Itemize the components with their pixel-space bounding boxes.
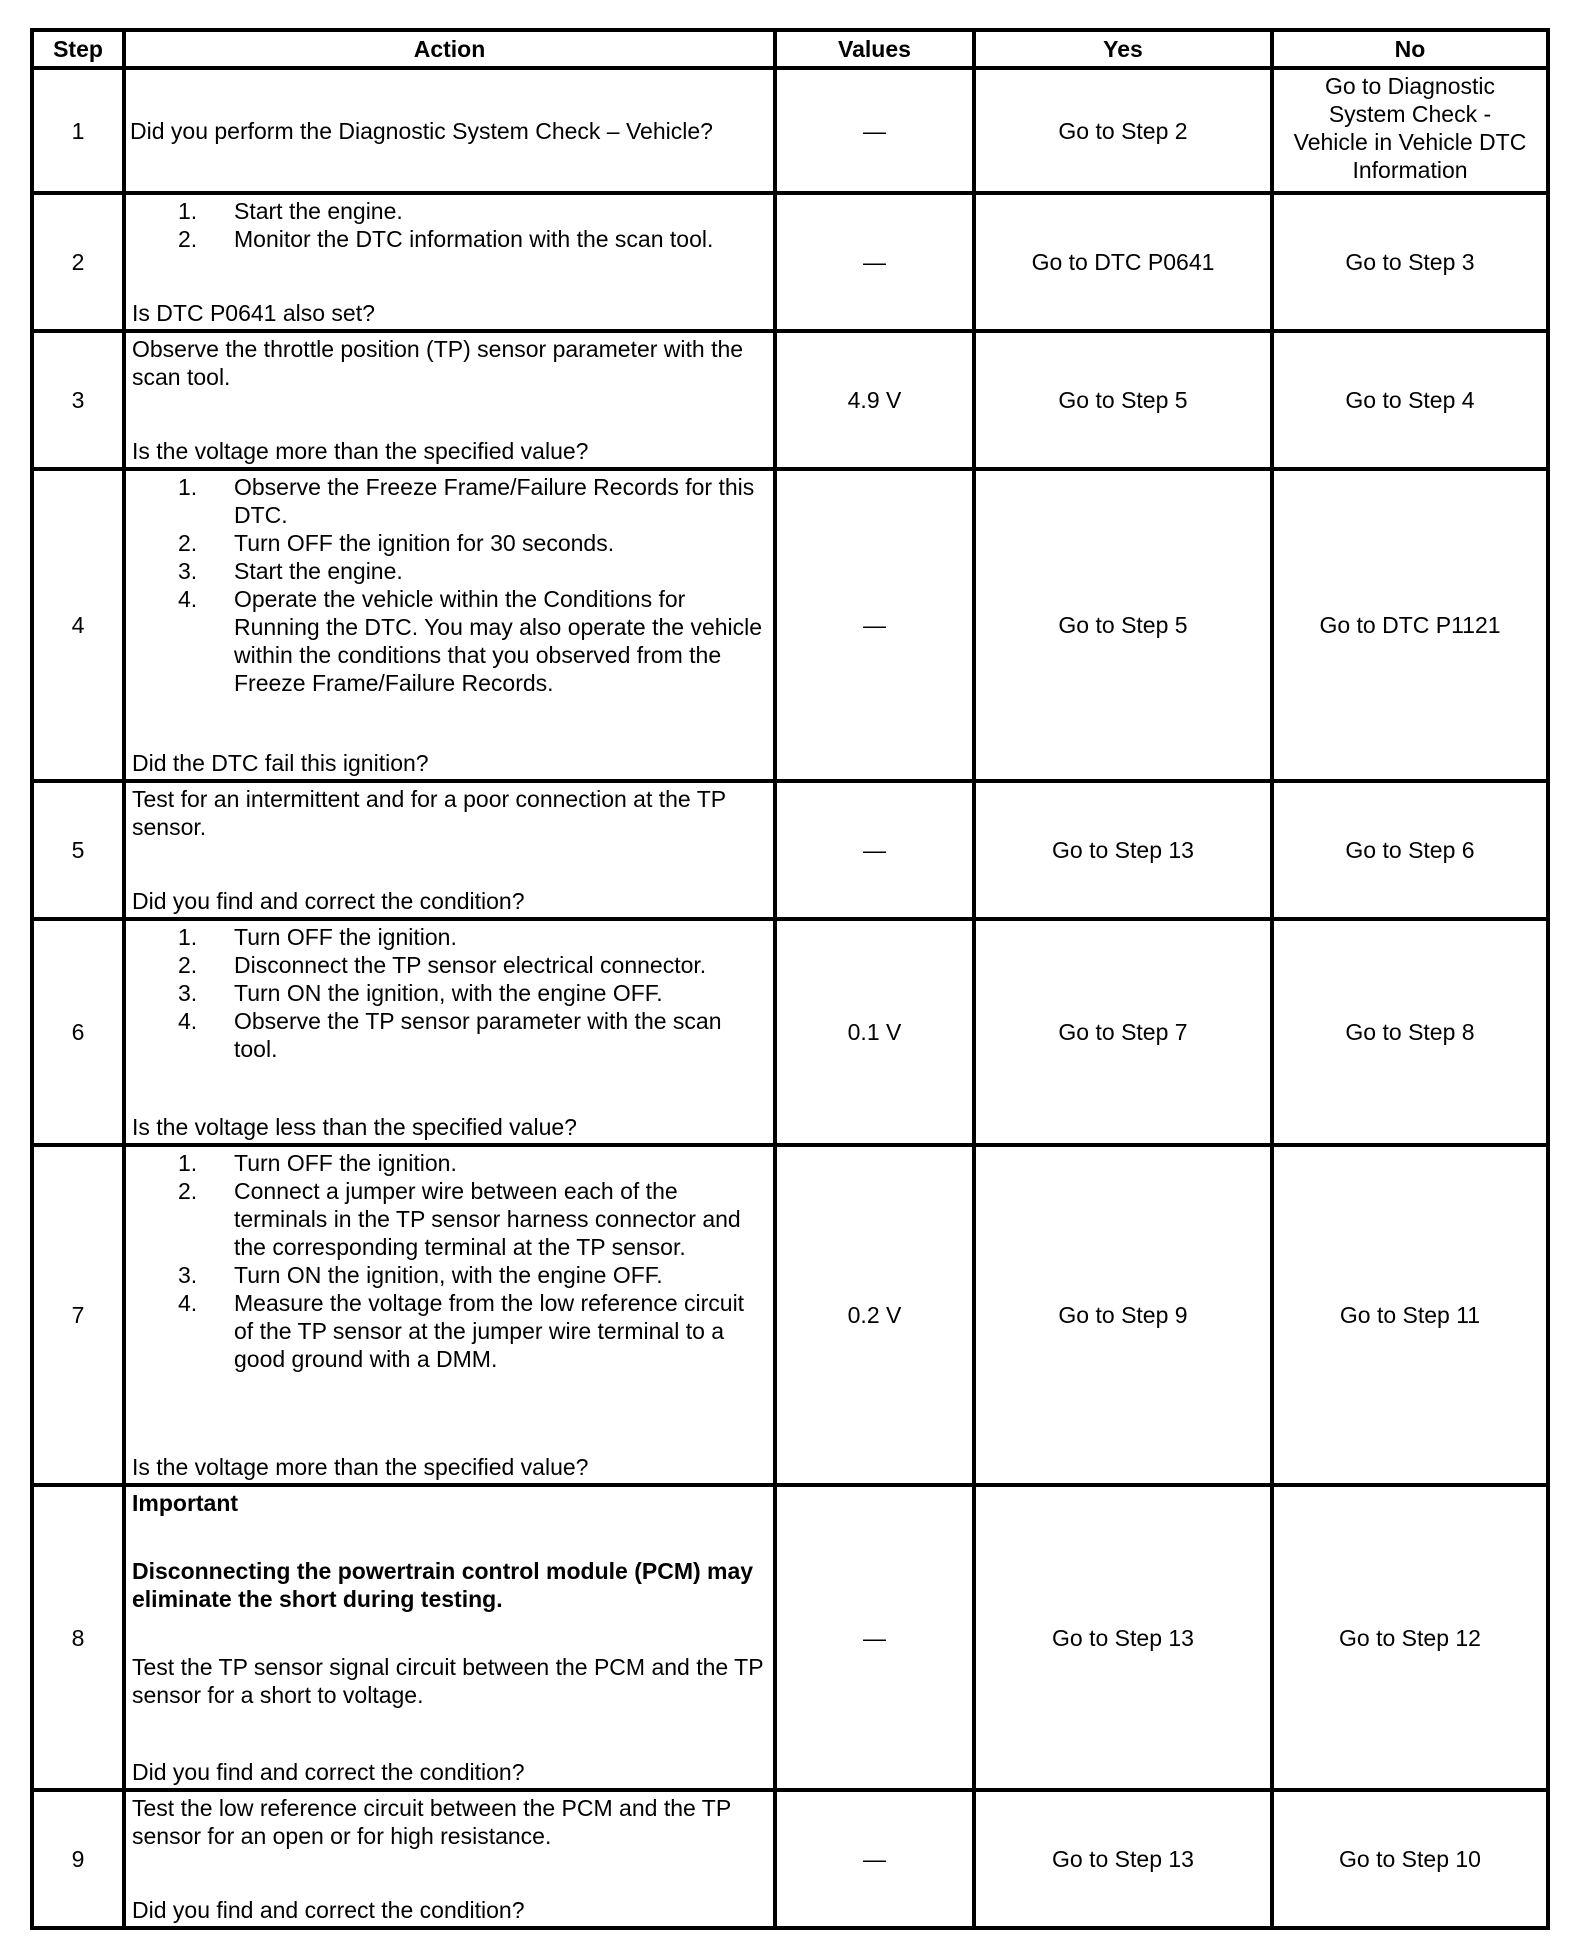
action-cell: [124, 469, 775, 781]
no-line: Go to Diagnostic: [1324, 73, 1496, 99]
procedure-item: 1. Turn OFF the ignition.: [178, 1150, 457, 1176]
procedure-list: [132, 473, 767, 697]
procedure-item: 1. Start the engine.: [178, 198, 403, 224]
procedure-list: [132, 923, 767, 1063]
step-number: 3: [32, 331, 124, 469]
no-cell: [1272, 1145, 1548, 1485]
action-cell: [124, 1485, 775, 1790]
important-note: Disconnecting the powertrain control module (PCM) may eliminate the short during testing.: [132, 1558, 754, 1612]
table-row: [32, 1485, 1548, 1790]
yes-link: Go to Step 7: [1058, 1019, 1188, 1045]
table-row: [32, 1145, 1548, 1485]
no-link: [1274, 70, 1546, 186]
question-text: Is the voltage more than the specified value?: [132, 438, 589, 464]
values-cell: —: [775, 781, 974, 919]
step-number: 8: [32, 1485, 124, 1790]
yes-link: Go to Step 13: [1052, 837, 1194, 863]
yes-cell: [974, 68, 1272, 193]
header-action: Action: [124, 30, 775, 68]
no-cell: [1272, 331, 1548, 469]
values-cell: —: [775, 68, 974, 193]
procedure-item: 2. Connect a jumper wire between each of the terminals in the TP sensor harness connector and the corresponding terminal at the TP sensor.: [178, 1178, 741, 1260]
no-link: Go to Step 11: [1339, 1302, 1481, 1328]
no-line: Vehicle in Vehicle DTC: [1293, 129, 1527, 155]
header-step: Step: [32, 30, 124, 68]
question-text: Is DTC P0641 also set?: [132, 300, 375, 326]
action-cell: [124, 331, 775, 469]
procedure-item: 4. Measure the voltage from the low reference circuit of the TP sensor at the jumper wire terminal to a good ground with a DMM.: [178, 1290, 745, 1372]
values-cell: —: [775, 1485, 974, 1790]
header-no: No: [1272, 30, 1548, 68]
yes-cell: [974, 919, 1272, 1145]
question-text: Is the voltage more than the specified value?: [132, 1454, 589, 1480]
table-row: [32, 469, 1548, 781]
procedure-item: 3. Turn ON the ignition, with the engine OFF.: [178, 980, 663, 1006]
action-text: Did you perform the Diagnostic System Check – Vehicle?: [130, 117, 713, 144]
yes-link: Go to DTC P0641: [1031, 249, 1215, 275]
table-row: [32, 919, 1548, 1145]
procedure-item: 4. Observe the TP sensor parameter with the scan tool.: [178, 1008, 722, 1062]
procedure-item: 1. Observe the Freeze Frame/Failure Records for this DTC.: [178, 474, 755, 528]
procedure-item: 2. Monitor the DTC information with the scan tool.: [178, 226, 714, 252]
step-number: 4: [32, 469, 124, 781]
table-row: [32, 68, 1548, 193]
no-cell: [1272, 193, 1548, 331]
no-link: Go to Step 6: [1345, 837, 1475, 863]
action-cell: [124, 781, 775, 919]
yes-link: Go to Step 13: [1052, 1624, 1194, 1651]
table-row: [32, 1790, 1548, 1928]
step-number: 1: [32, 68, 124, 193]
yes-cell: [974, 193, 1272, 331]
question-text: Did you find and correct the condition?: [132, 1897, 525, 1923]
procedure-item: 3. Start the engine.: [178, 558, 403, 584]
no-cell: [1272, 919, 1548, 1145]
procedure-list: [132, 1149, 767, 1373]
yes-link: Go to Step 2: [1058, 117, 1188, 144]
procedure-item: 1. Turn OFF the ignition.: [178, 924, 457, 950]
yes-cell: [974, 1485, 1272, 1790]
no-link: Go to Step 8: [1345, 1019, 1475, 1045]
step-number: 5: [32, 781, 124, 919]
yes-cell: [974, 1790, 1272, 1928]
yes-link: Go to Step 13: [1052, 1846, 1194, 1872]
no-cell: [1272, 68, 1548, 193]
no-link: Go to Step 3: [1345, 249, 1475, 275]
values-cell: —: [775, 469, 974, 781]
yes-cell: [974, 469, 1272, 781]
yes-link: Go to Step 5: [1058, 612, 1188, 638]
header-row: [32, 30, 1548, 68]
action-cell: [124, 193, 775, 331]
step-number: 9: [32, 1790, 124, 1928]
no-cell: [1272, 469, 1548, 781]
action-cell: [124, 1790, 775, 1928]
procedure-item: 4. Operate the vehicle within the Conditions for Running the DTC. You may also operate the vehicle within the conditions that you observed from the Freeze Frame/Failure Records.: [178, 586, 763, 696]
step-number: 7: [32, 1145, 124, 1485]
yes-cell: [974, 781, 1272, 919]
no-line: Information: [1352, 157, 1468, 183]
values-cell: —: [775, 193, 974, 331]
question-text: Did you find and correct the condition?: [132, 888, 525, 914]
table-row: [32, 781, 1548, 919]
procedure-item: 2. Disconnect the TP sensor electrical connector.: [178, 952, 707, 978]
no-link: Go to Step 12: [1339, 1624, 1481, 1651]
question-text: Is the voltage less than the specified value?: [132, 1114, 577, 1140]
important-heading: Important: [132, 1490, 239, 1516]
no-cell: [1272, 1790, 1548, 1928]
question-text: Did you find and correct the condition?: [132, 1759, 525, 1785]
procedure-item: 3. Turn ON the ignition, with the engine OFF.: [178, 1262, 663, 1288]
procedure-list: [132, 197, 767, 253]
procedure-item: 2. Turn OFF the ignition for 30 seconds.: [178, 530, 615, 556]
action-text: Test the low reference circuit between the PCM and the TP sensor for an open or for high resistance.: [132, 1795, 731, 1849]
action-cell: [124, 919, 775, 1145]
yes-cell: [974, 1145, 1272, 1485]
no-cell: [1272, 1485, 1548, 1790]
header-values: Values: [775, 30, 974, 68]
values-cell: —: [775, 1790, 974, 1928]
no-link: Go to Step 10: [1339, 1846, 1481, 1872]
yes-link: Go to Step 5: [1058, 387, 1188, 413]
no-cell: [1272, 781, 1548, 919]
action-text: Test the TP sensor signal circuit between the PCM and the TP sensor for a short to voltage.: [132, 1654, 764, 1708]
action-text: Test for an intermittent and for a poor connection at the TP sensor.: [132, 786, 726, 840]
action-cell: [124, 68, 775, 193]
no-link: Go to DTC P1121: [1319, 612, 1501, 638]
values-cell: 0.1 V: [775, 919, 974, 1145]
no-line: System Check -: [1328, 101, 1492, 127]
table-row: [32, 193, 1548, 331]
step-number: 2: [32, 193, 124, 331]
values-cell: 4.9 V: [775, 331, 974, 469]
diagnostic-table: [30, 28, 1550, 1930]
header-yes: Yes: [974, 30, 1272, 68]
question-text: Did the DTC fail this ignition?: [132, 750, 429, 776]
yes-cell: [974, 331, 1272, 469]
no-link: Go to Step 4: [1345, 387, 1475, 413]
table-row: [32, 331, 1548, 469]
step-number: 6: [32, 919, 124, 1145]
yes-link: Go to Step 9: [1058, 1302, 1188, 1328]
action-cell: [124, 1145, 775, 1485]
values-cell: 0.2 V: [775, 1145, 974, 1485]
action-text: Observe the throttle position (TP) sensor parameter with the scan tool.: [132, 336, 744, 390]
